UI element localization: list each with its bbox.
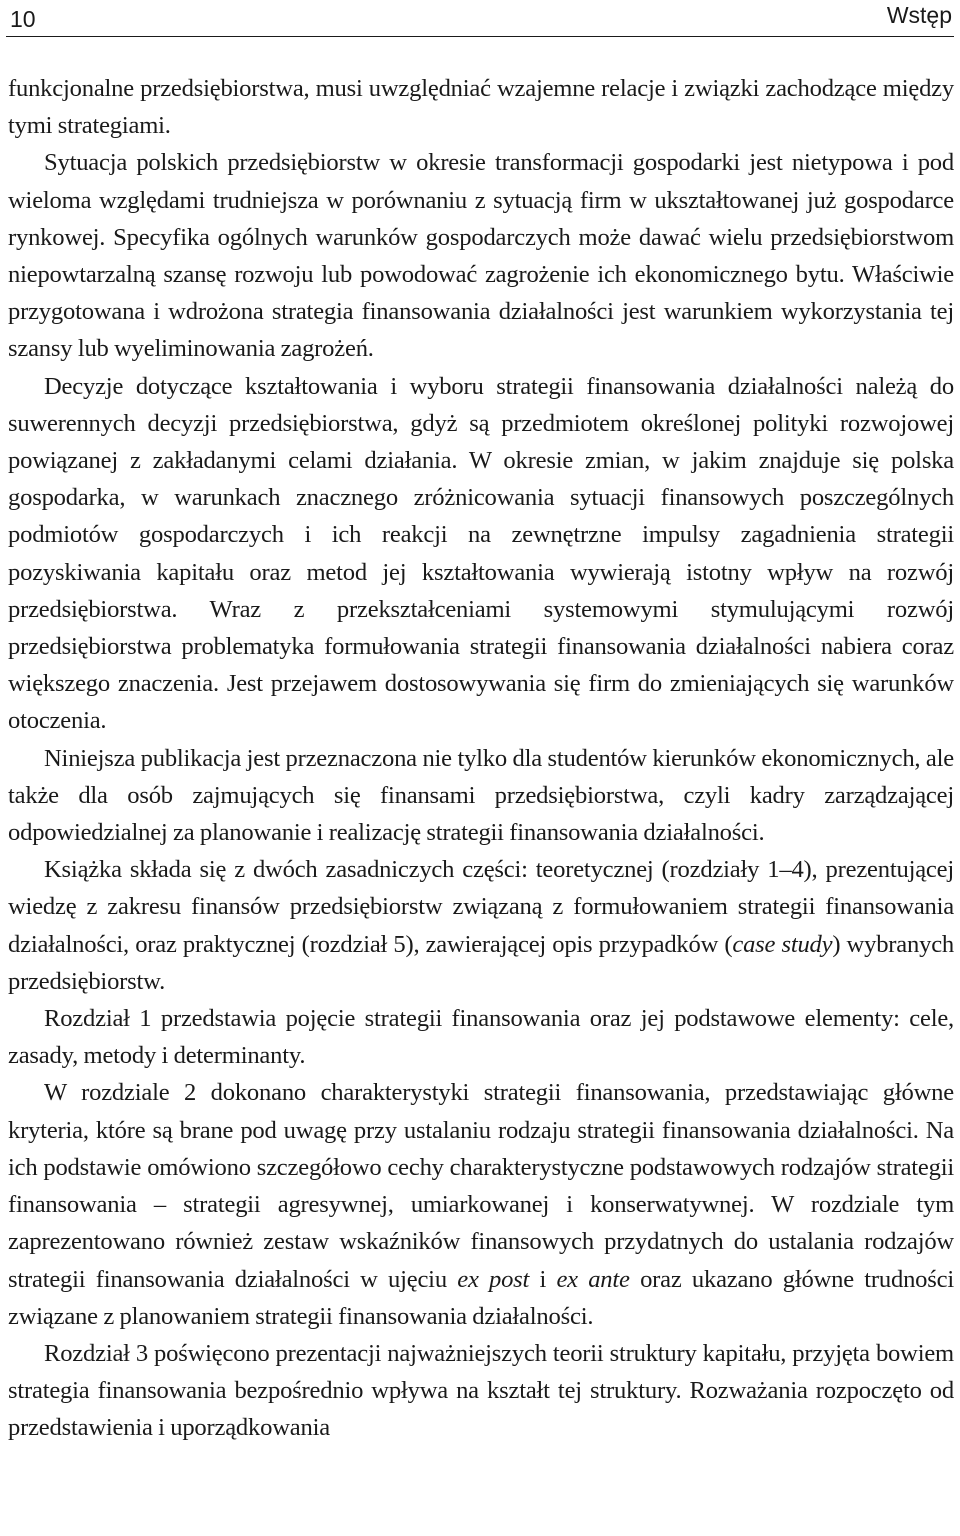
text-run: W rozdziale 2 dokonano charakterystyki strategii finansowania, przedstawiając główne kryteria, które są brane pod uwagę przy ustalaniu rodzaju strategii finansowania działalności. Na ich podstawie omówiono szczegółowo cechy charakterystyczne podstawowych rodzajów strategii finansowania – strategii agresywnej, umiarkowanej i konserwatywnej. W rozdziale tym zaprezentowano również zestaw wskaźników finansowych przydatnych do ustalania rodzajów strategii finansowania działalności w ujęciu [8,1079,954,1293]
paragraph-continuation: funkcjonalne przedsiębiorstwa, musi uwzględniać wzajemne relacje i związki zachodzące między tymi strategiami. [8,75,954,140]
body-text [8,70,954,1447]
paragraph-decisions: Decyzje dotyczące kształtowania i wyboru strategii finansowania działalności należą do suwerennych decyzji przedsiębiorstwa, gdyż są przedmiotem określonej polityki rozwojowej powiązanej z zakładanymi celami działania. W okresie zmian, w jakim znajduje się polska gospodarka, w warunkach znacznego zróżnicowania sytuacji finansowych poszczególnych podmiotów gospodarczych i ich reakcji na zewnętrzne impulsy zagadnienia strategii pozyskiwania kapitału oraz metod jej kształtowania wywierają istotny wpływ na rozwój przedsiębiorstwa. Wraz z przekształceniami systemowymi stymulującymi rozwój przedsiębiorstwa problematyka formułowania strategii finansowania działalności nabiera coraz większego znaczenia. Jest przejawem dostosowywania się firm do zmieniających się warunków otoczenia. [8,372,954,735]
text-run: i [529,1265,557,1293]
page-number: 10 [10,6,36,32]
italic-term: case study [732,930,833,958]
italic-term: ex post [457,1265,530,1293]
paragraph-transformation: Sytuacja polskich przedsiębiorstw w okresie transformacji gospodarki jest nietypowa i pod wieloma względami trudniejsza w porównaniu z sytuacją firm w ukształtowanej już gospodarce rynkowej. Specyfika ogólnych warunków gospodarczych może dawać wielu przedsiębiorstwom niepowtarzalną szansę rozwoju lub powodować zagrożenie ich ekonomicznego bytu. Właściwie przygotowana i wdrożona strategia finansowania działalności jest warunkiem wykorzystania tej szansy lub wyeliminowania zagrożeń. [8,149,954,363]
paragraph-chapter-3: Rozdział 3 poświęcono prezentacji najważniejszych teorii struktury kapitału, przyjęta bowiem strategia finansowania bezpośrednio wpływa na kształt tej struktury. Rozważania rozpoczęto od przedstawienia i uporządkowania [8,1339,954,1442]
paragraph-chapter-1: Rozdział 1 przedstawia pojęcie strategii finansowania oraz jej podstawowe elementy: cele, zasady, metody i determinanty. [8,1005,954,1070]
paragraph-book-structure [8,851,954,1000]
italic-term: ex ante [556,1265,630,1293]
paragraph-audience: Niniejsza publikacja jest przeznaczona nie tylko dla studentów kierunków ekonomicznych, ale także dla osób zajmujących się finansami przedsiębiorstwa, czyli kadry zarządzającej odpowiedzialnej za planowanie i realizację strategii finansowania działalności. [8,744,954,847]
text-run: Książka składa się z dwóch zasadniczych części: teoretycznej (rozdziały 1–4), prezentującej wiedzę z zakresu finansów przedsiębiorstw związaną z formułowaniem strategii finansowania działalności, oraz praktycznej (rozdział 5), zawierającej opis przypadków ( [8,856,954,958]
paragraph-chapter-2 [8,1074,954,1334]
text-run: oraz ukazano główne trudności związane z planowaniem strategii finansowania działalności. [8,1265,954,1330]
running-header [6,0,954,37]
section-title: Wstęp [886,2,952,28]
text-run: ) wybranych przedsiębiorstw. [8,930,955,995]
